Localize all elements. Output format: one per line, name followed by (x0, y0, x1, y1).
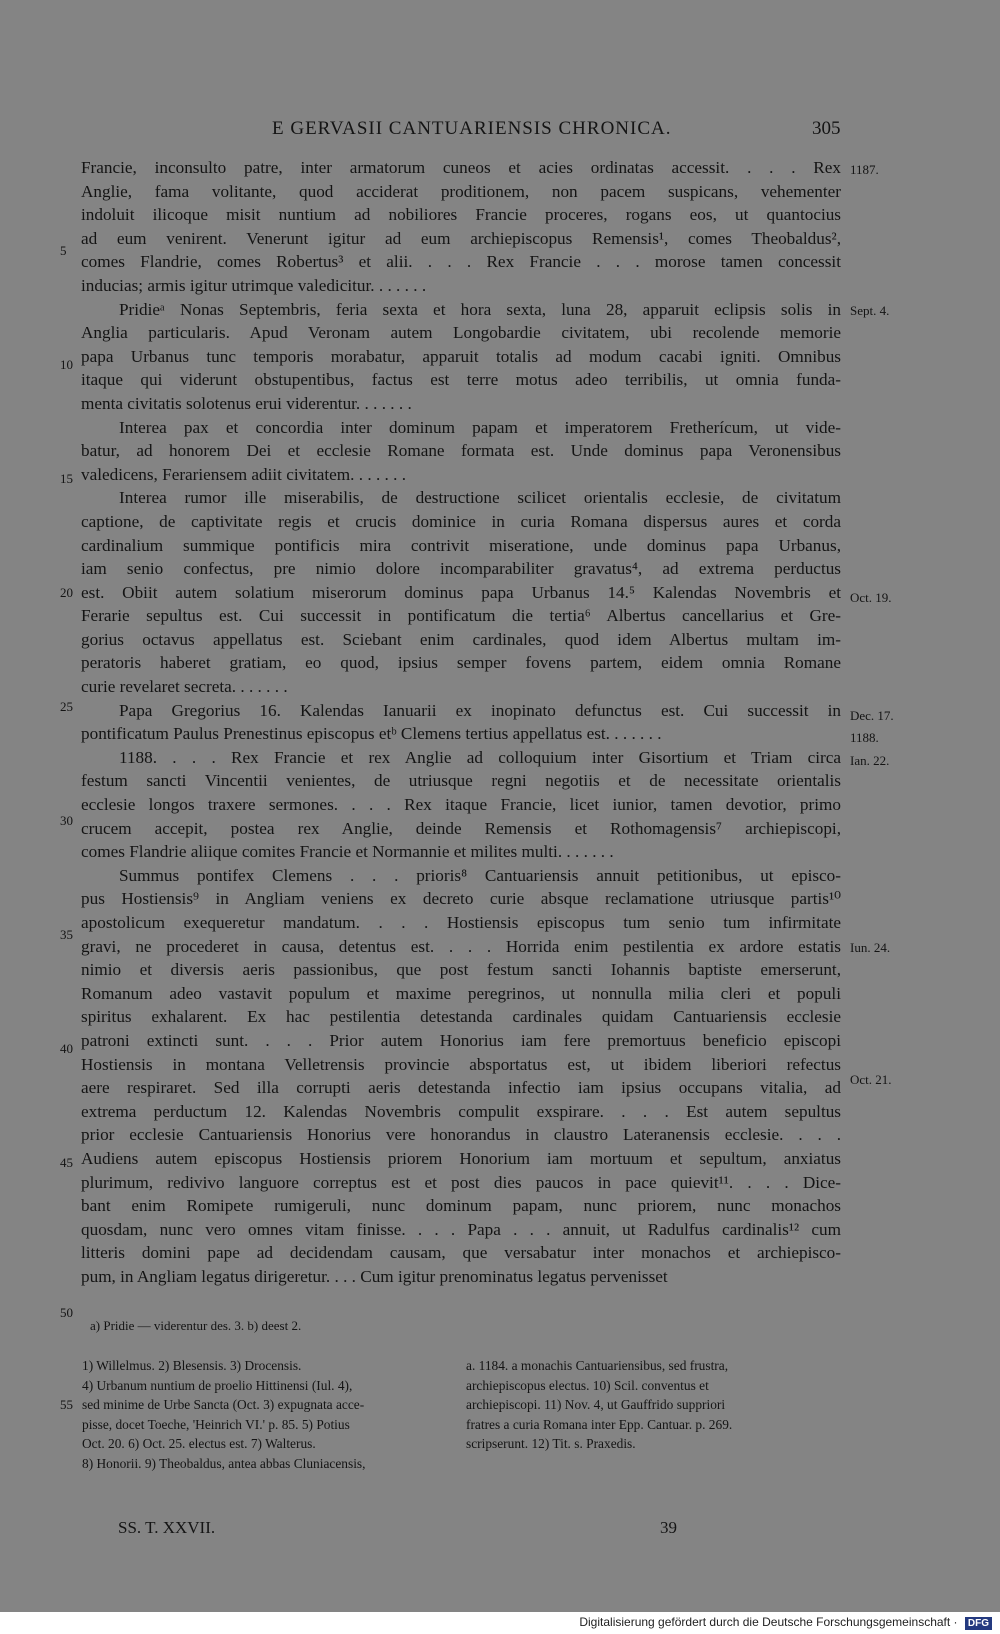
margin-date: Iun. 24. (850, 940, 891, 955)
text-line: plurimum, redivivo languore correptus est et post dies paucos in pace quievit¹¹. . . . Dice- (81, 1172, 841, 1192)
running-header (0, 118, 1000, 148)
text-line: Hostiensis in montana Velletrensis provincie absportatus est, ut ibidem liberiori refectus (81, 1054, 841, 1074)
text-line: peratoris haberet gratiam, eo quod, ipsius semper fovens partem, eidem omnia Romane (81, 653, 841, 673)
text-line: comes Flandrie aliique comites Francie et Normannie et milites multi. . . . . . . (81, 842, 614, 862)
footnote-line: fratres a curia Romana inter Epp. Cantuar. p. 269. (466, 1416, 733, 1432)
text-line: crucem accepit, postea rex Anglie, deinde Remensis et Rothomagensis⁷ archiepiscopi, (81, 818, 841, 838)
line-number: 10 (60, 357, 73, 372)
line-number: 20 (60, 585, 73, 600)
line-number: 35 (60, 927, 73, 942)
text-line: Interea rumor ille miserabilis, de destructione scilicet orientalis ecclesie, de civitatum (119, 488, 841, 508)
footnote-line: 8) Honorii. 9) Theobaldus, antea abbas Cluniacensis, (82, 1455, 366, 1471)
text-line: patroni extincti sunt. . . . Prior autem Honorius iam fere premortuus beneficio episcopi (81, 1030, 841, 1050)
text-line: prior ecclesie Cantuariensis Honorius vere honorandus in claustro Lateranensis ecclesie. . . . (81, 1125, 841, 1145)
line-number: 5 (60, 243, 67, 258)
margin-date: Sept. 4. (850, 303, 890, 318)
funding-credit (579, 1615, 992, 1630)
text-line: Papa Gregorius 16. Kalendas Ianuarii ex inopinato defunctus est. Cui successit in (119, 700, 841, 720)
text-line: Interea pax et concordia inter dominum papam et imperatorem Fretherícum, ut vide- (119, 417, 841, 437)
text-line: pus Hostiensis⁹ in Angliam veniens ex decreto curie absque reclamatione utriusque partis¹⁰ (81, 889, 841, 909)
text-line: curie revelaret secreta. . . . . . . (81, 677, 288, 697)
text-line: Francie, inconsulto patre, inter armatorum cuneos et acies ordinatas accessit. . . . Rex (81, 158, 841, 177)
funding-text: Digitalisierung gefördert durch die Deutsche Forschungsgemeinschaft · (579, 1615, 958, 1629)
text-line: pum, in Angliam legatus dirigeretur. . . . Cum igitur prenominatus legatus pervenisset (81, 1266, 668, 1286)
line-number: 15 (60, 471, 73, 486)
text-line: captione, de captivitate regis et crucis dominice in curia Romana dispersus aures et corda (81, 511, 841, 531)
sheet-number: 39 (660, 1518, 677, 1537)
textual-apparatus: a) Pridie — viderentur des. 3. b) deest 2. (90, 1318, 302, 1333)
margin-date: Oct. 21. (850, 1072, 892, 1087)
text-line: Romanum adeo vastavit populum et maxime peregrinos, ut nonnulla milia cleri et populi (81, 983, 841, 1003)
line-number: 55 (60, 1397, 73, 1412)
footnotes-left-column (82, 1356, 450, 1473)
line-number: 45 (60, 1155, 73, 1170)
text-line: pontificatum Paulus Prenestinus episcopus etᵇ Clemens tertius appellatus est. . . . . . . (81, 724, 662, 744)
volume-signature: SS. T. XXVII. (118, 1518, 216, 1537)
text-line: spiritus exhalarent. Ex hac pestilentia detestanda cardinales quidam Cantuariensis ecclesie (81, 1007, 841, 1027)
text-line: 1188. . . . Rex Francie et rex Anglie ad colloquium inter Gisortium et Triam circa (119, 747, 841, 767)
text-line: aere respiraret. Sed illa corrupti aeris detestanda infectio iam ipsius occupans vitalia, ad (81, 1078, 841, 1098)
text-line: inducias; armis igitur utrimque valedicitur. . . . . . . (81, 275, 427, 295)
footnote-line: scripserunt. 12) Tit. s. Praxedis. (466, 1436, 636, 1451)
text-line: Anglie, fama volitante, quod acciderat proditionem, non pacem suspicans, vehementer (81, 181, 841, 201)
footnote-line: a. 1184. a monachis Cantuariensibus, sed frustra, (466, 1358, 729, 1373)
margin-date: 1187. (850, 162, 879, 177)
footnote-line: Oct. 20. 6) Oct. 25. electus est. 7) Walterus. (82, 1436, 316, 1451)
margin-date: Dec. 17. (850, 708, 894, 723)
footnote-line: archiepiscopi. 11) Nov. 4, ut Gauffrido suppriori (466, 1397, 726, 1412)
text-line: Audiens autem episcopus Hostiensis priorem Honorium iam mortuum et sepultum, anxiatus (81, 1148, 841, 1168)
text-line: gorius octavus appellatus est. Sciebant enim cardinales, quod idem Albertus multam im- (81, 629, 841, 649)
text-line: iam senio confectus, pre nimio dolore incomparabiliter gravatus⁴, ad extrema perductus (81, 559, 841, 579)
text-line: ecclesie longos traxere sermones. . . . Rex itaque Francie, licet iunior, tamen devotior, primo (81, 795, 841, 815)
running-title: E GERVASII CANTUARIENSIS CHRONICA. (272, 118, 672, 139)
text-line: gravi, ne procederet in causa, detentus est. . . . Horrida enim pestilentia ex ardore estatis (81, 936, 841, 956)
text-line: papa Urbanus tunc temporis morabatur, apparuit totalis ad modum cacabi igniti. Omnibus (81, 346, 841, 366)
margin-date: 1188. (850, 730, 879, 745)
page-number: 305 (812, 118, 841, 139)
text-line: extrema perductum 12. Kalendas Novembris compulit exspirare. . . . Est autem sepultus (81, 1101, 841, 1121)
text-line: bant enim Romipete rumigeruli, nunc dominum papam, nunc priorem, nunc monachos (81, 1196, 841, 1216)
text-line: est. Obiit autem solatium miserorum dominus papa Urbanus 14.⁵ Kalendas Novembris et (81, 582, 841, 602)
text-line: Pridieᵃ Nonas Septembris, feria sexta et hora sexta, luna 28, apparuit eclipsis solis in (119, 299, 841, 319)
footnote-line: sed minime de Urbe Sancta (Oct. 3) expugnata acce- (82, 1397, 365, 1412)
text-line: nimio et diversis aeris passionibus, que post festum sancti Iohannis baptiste emerserunt, (81, 960, 841, 980)
text-line: ad eum venirent. Venerunt igitur ad eum archiepiscopus Remensis¹, comes Theobaldus², (81, 228, 841, 248)
line-number: 40 (60, 1041, 73, 1056)
dfg-logo: DFG (965, 1617, 992, 1630)
line-number: 25 (60, 699, 73, 714)
text-line: indoluit ilicoque misit nuntium ad nobiliores Francie proceres, rogans eos, ut quantocius (81, 205, 841, 225)
line-number: 50 (60, 1305, 73, 1320)
text-line: menta civitatis solotenus erui viderentur. . . . . . . (81, 393, 412, 413)
text-line: festum sancti Vincentii venientes, de utriusque regni negotiis et de necessitate orientalis (81, 771, 841, 791)
margin-date: Ian. 22. (850, 753, 890, 768)
text-line: valedicens, Ferariensem adiit civitatem. . . . . . . (81, 464, 407, 484)
text-line: cardinalium summique pontificis mira contrivit miseratione, unde dominus papa Urbanus, (81, 535, 841, 555)
text-line: itaque qui viderunt obstupentibus, factus est terre motus adeo terribilis, ut omnia funda- (81, 370, 841, 390)
text-line: Ferarie sepultus est. Cui successit in pontificatum die tertia⁶ Albertus cancellarius et Gre- (81, 606, 841, 626)
text-line: apostolicum exequeretur mandatum. . . . Hostiensis episcopus tum senio tum infirmitate (81, 913, 841, 932)
margin-date: Oct. 19. (850, 590, 892, 605)
chronicle-text (81, 156, 841, 1289)
line-number: 30 (60, 813, 73, 828)
text-line: Anglia particularis. Apud Veronam autem Longobardie civitatem, ubi recolende memorie (81, 323, 841, 343)
footnote-line: archiepiscopus electus. 10) Scil. conventus et (466, 1377, 709, 1393)
text-line: litteris domini pape ad decidendam causam, que versabatur inter monachos et archiepisco- (81, 1243, 841, 1263)
text-line: comes Flandrie, comes Robertus³ et alii. . . . Rex Francie . . . morose tamen concessit (81, 252, 841, 272)
text-line: batur, ad honorem Dei et ecclesie Romane formata est. Unde dominus papa Veronensibus (81, 441, 841, 461)
text-line: Summus pontifex Clemens . . . prioris⁸ Cantuariensis annuit petitionibus, ut episco- (119, 865, 841, 885)
text-line: quosdam, nunc vero omnes vitam finisse. . . . Papa . . . annuit, ut Radulfus cardinalis¹² cum (81, 1219, 841, 1239)
footnotes-right-column (466, 1356, 846, 1454)
footnote-line: 4) Urbanum nuntium de proelio Hittinensi (Iul. 4), (82, 1377, 353, 1393)
footnote-line: pisse, docet Toeche, 'Heinrich VI.' p. 85. 5) Potius (82, 1416, 350, 1432)
footnote-line: 1) Willelmus. 2) Blesensis. 3) Drocensis. (82, 1358, 302, 1373)
